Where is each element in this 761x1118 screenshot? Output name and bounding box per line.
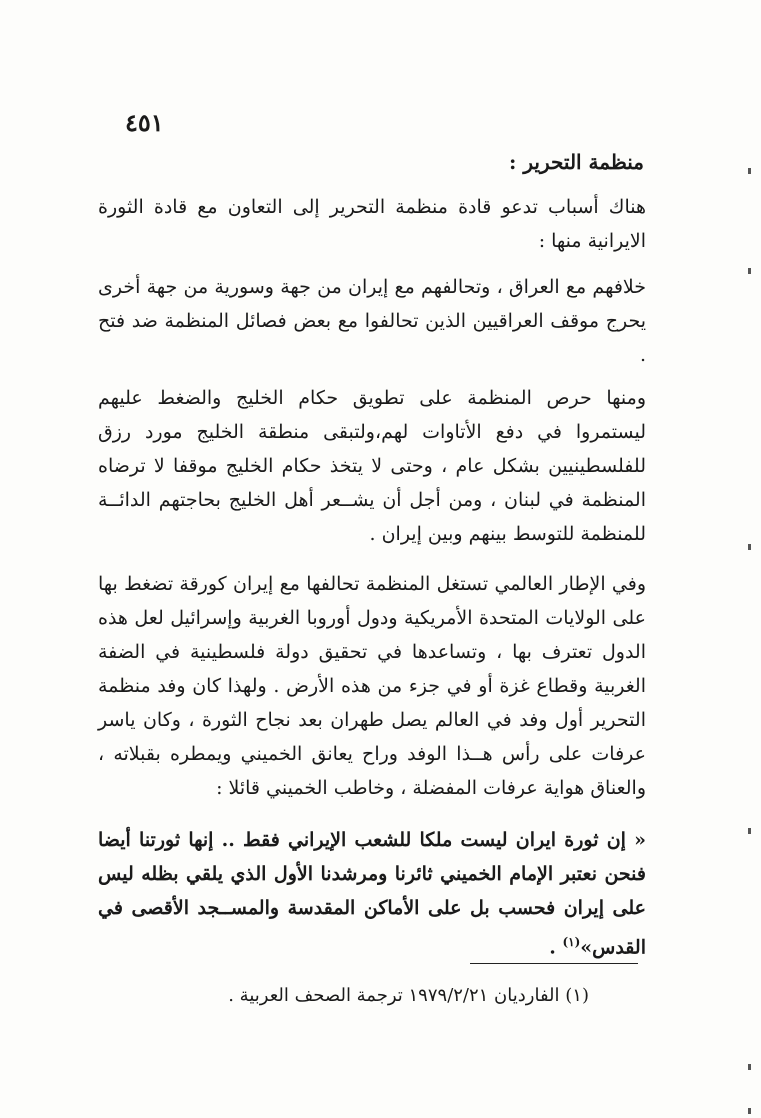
margin-mark (748, 828, 751, 834)
quote-text: « إن ثورة ايران ليست ملكا للشعب الإيراني فقط .. إنها ثورتنا أيضا فنحن نعتبر الإمام الخميني ثائرنا ومرشدنا الأول الذي يلقي بظله ليس على إيران فحسب بل على الأماكن المقدسة والمســجد الأقصى في القدس» (98, 829, 646, 959)
paragraph-iraq: خلافهم مع العراق ، وتحالفهم مع إيران من جهة وسورية من جهة أخرى يحرج موقف العراقيين الذين تحالفوا مع بعض فصائل المنظمة ضد فتح . (98, 276, 646, 366)
footnote-divider (470, 963, 638, 964)
page-number: ٤٥١ (125, 108, 164, 137)
quote-block (98, 823, 646, 964)
margin-mark (748, 544, 751, 550)
footnote: (١) الفارديان ١٩٧٩/٢/٢١ ترجمة الصحف العربية . (228, 985, 589, 1006)
margin-mark (748, 1064, 751, 1070)
margin-mark (748, 1108, 751, 1114)
paragraph-global: وفي الإطار العالمي تستغل المنظمة تحالفها مع إيران كورقة تضغط بها على الولايات المتحدة الأمريكية ودول أوروبا الغربية وإسرائيل لعل هذه الدول تعترف بها ، وتساعدها في تحقيق دولة فلسطينية في الضفة الغربية وقطاع غزة أو في جزء من هذه الأرض . ولهذا كان وفد منظمة التحرير أول وفد في العالم يصل طهران بعد نجاح الثورة ، وكان ياسر عرفات على رأس هــذا الوفد وراح يعانق الخميني ويمطره بقبلاته ، والعناق هواية عرفات المفضلة ، وخاطب الخميني قائلا : (98, 573, 646, 799)
footnote-reference: (١) (562, 935, 581, 949)
margin-mark (748, 168, 751, 174)
quote-end: . (549, 936, 563, 959)
section-heading: منظمة التحرير : (509, 150, 644, 174)
paragraph-intro: هناك أسباب تدعو قادة منظمة التحرير إلى التعاون مع قادة الثورة الايرانية منها : (98, 196, 646, 252)
margin-mark (748, 268, 751, 274)
paragraph-gulf: ومنها حرص المنظمة على تطويق حكام الخليج والضغط عليهم ليستمروا في دفع الأتاوات لهم،ولتبقى منطقة الخليج مورد رزق للفلسطينيين بشكل عام ، وحتى لا يتخذ حكام الخليج موقفا لا ترضاه المنظمة في لبنان ، ومن أجل أن يشــعر أهل الخليج بحاجتهم الدائــة للمنظمة للتوسط بينهم وبين إيران . (98, 387, 646, 545)
